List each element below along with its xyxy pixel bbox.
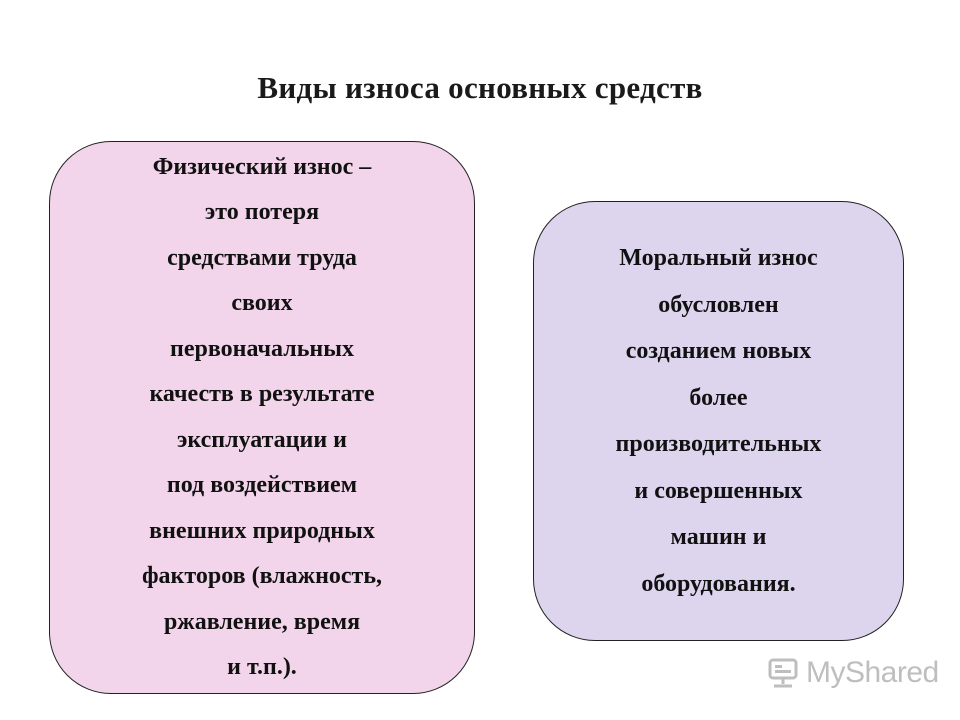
physical-wear-box (49, 141, 475, 694)
moral-wear-line: Моральный износ (619, 245, 818, 271)
physical-wear-line: это потеря (204, 199, 320, 225)
physical-wear-line: своих (231, 290, 293, 316)
watermark (766, 655, 939, 691)
physical-wear-line: средствами труда (167, 244, 357, 271)
physical-wear-line: первоначальных (170, 335, 354, 362)
physical-wear-line: внешних природных (149, 517, 375, 544)
moral-wear-line: производительных (615, 431, 822, 457)
physical-wear-line: Физический износ – (152, 153, 372, 180)
watermark-text: MyShared (806, 656, 939, 689)
physical-wear-line: факторов (влажность, (141, 563, 383, 589)
physical-wear-line: эксплуатации и (176, 426, 347, 453)
physical-wear-line: ржавление, время (163, 608, 361, 635)
slide-title: Виды износа основных средств (257, 70, 703, 105)
physical-wear-line: качеств в результате (149, 381, 375, 407)
moral-wear-line: созданием новых (625, 338, 812, 364)
moral-wear-line: и совершенных (634, 477, 803, 504)
moral-wear-line: машин и (670, 524, 767, 550)
moral-wear-line: более (689, 384, 748, 411)
physical-wear-line: под воздействием (166, 472, 358, 498)
moral-wear-line: обусловлен (658, 291, 779, 318)
myshared-logo-icon (766, 657, 800, 689)
physical-wear-text (142, 145, 382, 691)
physical-wear-line: и т.п.). (227, 654, 297, 680)
moral-wear-text (616, 235, 822, 607)
moral-wear-box (533, 201, 904, 641)
moral-wear-line: оборудования. (641, 570, 796, 597)
